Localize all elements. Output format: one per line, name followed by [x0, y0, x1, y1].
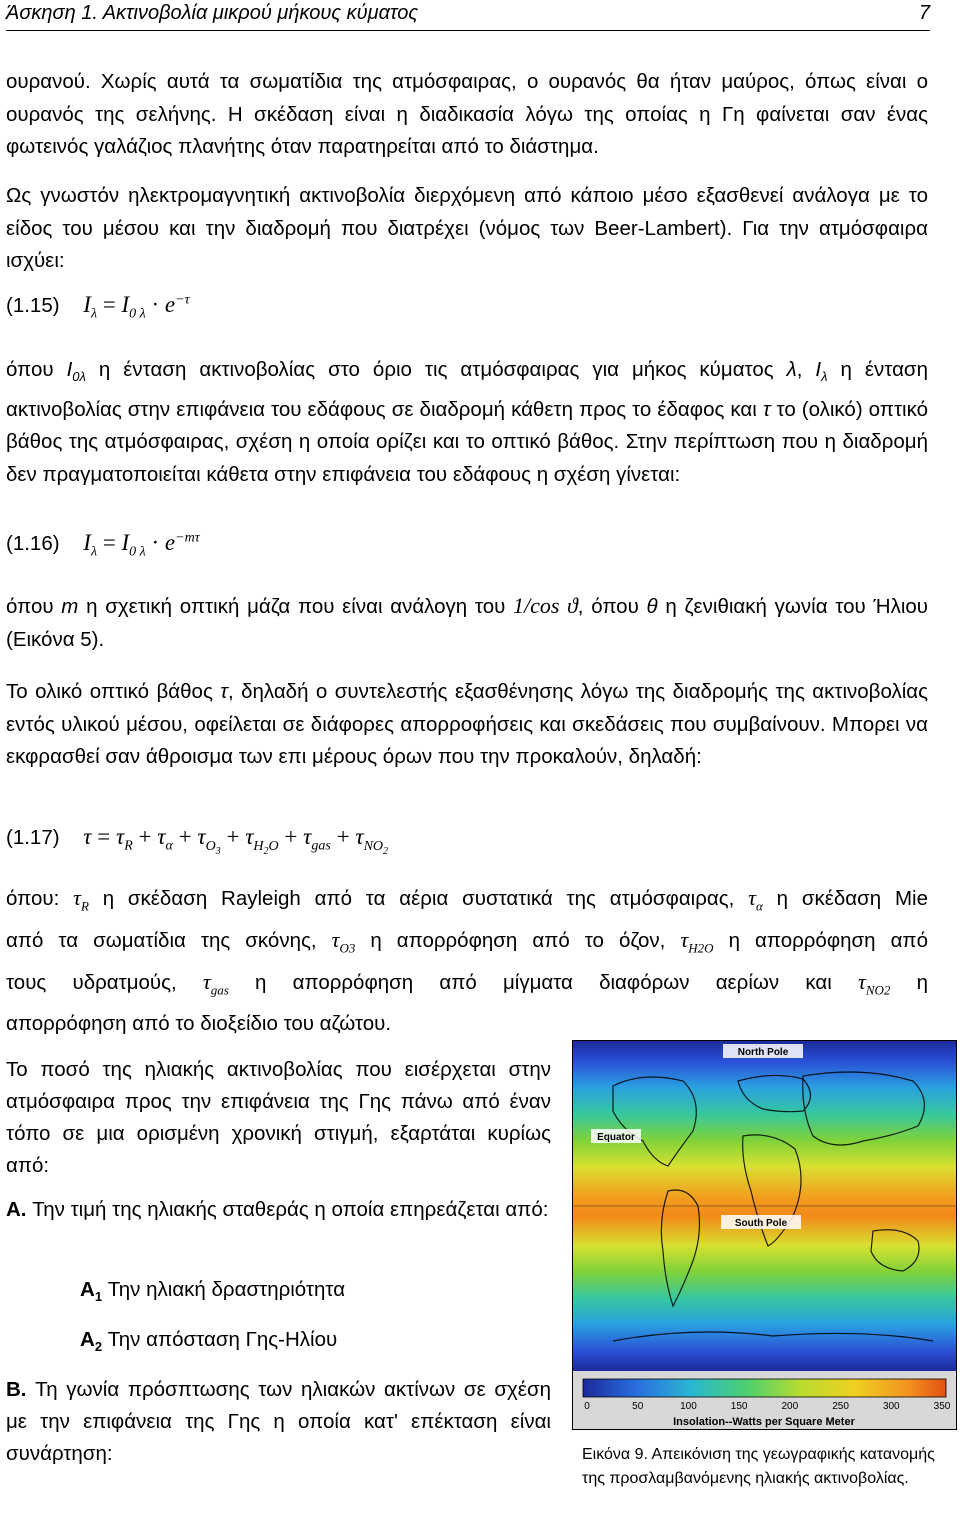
- paragraph-B: B. Τη γωνία πρόσπτωσης των ηλιακών ακτίνων σε σχέση με την επιφάνεια της Γης η οποία κατ' επέκταση είναι συνάρτηση:: [6, 1378, 551, 1465]
- equation-label: (1.17): [6, 826, 60, 849]
- paragraph-7: Το ποσό της ηλιακής ακτινοβολίας που εισέρχεται στην ατμόσφαιρα προς την επιφάνεια της Γης πάνω από έναν τόπο σε μια ορισμένη χρονική στιγμή, εξαρτάται κυρίως από:: [6, 1058, 551, 1177]
- insolation-color-scale: [583, 1379, 946, 1397]
- equation-label: (1.15): [6, 294, 60, 317]
- insolation-map-image: [573, 1041, 956, 1429]
- equation-1-15: (1.15) $I_\lambda = I_{0 \lambda} \cdot e^{-\tau}$: [6, 292, 190, 322]
- scale-tick-label: 350: [933, 1401, 951, 1412]
- paragraph-2: Ως γνωστόν ηλεκτρομαγνητική ακτινοβολία διερχόμενη από κάποιο μέσο εξασθενεί ανάλογα με το είδος του μέσου και την διαδρομή που διατρέχει (νόμος των Beer-Lambert). Για την ατμόσφαιρα ισχύει:: [6, 184, 928, 272]
- scale-tick-label: 0: [584, 1401, 590, 1412]
- header-title: Άσκηση 1. Ακτινοβολία μικρού μήκους κύματος: [6, 2, 419, 24]
- scale-tick-label: 300: [882, 1401, 900, 1412]
- south-pole-label: South Pole: [734, 1218, 788, 1229]
- equation-1-17: (1.17) $\tau = \tau_R + \tau_\alpha + \tau_{O_3} + \tau_{H_2O} + \tau_{gas} + \tau_{NO_2}$: [6, 824, 389, 857]
- paragraph-4: όπου m η σχετική οπτική μάζα που είναι ανάλογη του 1/cos ϑ, όπου θ η ζενιθιακή γωνία του Ήλιου (Εικόνα 5).: [6, 593, 929, 651]
- equation-1-16: (1.16) $I_\lambda = I_{0 \lambda} \cdot e^{-m\tau}$: [6, 530, 200, 560]
- insolation-map-figure: [572, 1040, 957, 1430]
- paragraph-A: A. Την τιμή της ηλιακής σταθεράς η οποία επηρεάζεται από:: [6, 1198, 549, 1221]
- scale-tick-label: 100: [680, 1401, 697, 1412]
- page-number: 7: [918, 2, 930, 24]
- equator-label: Equator: [597, 1132, 635, 1143]
- figure-caption: Εικόνα 9. Απεικόνιση της γεωγραφικής κατανομής της προσλαμβανόμενης ηλιακής ακτινοβολίας.: [582, 1446, 935, 1487]
- paragraph-A1: $A_1$ Την ηλιακή δραστηριότητα: [80, 1278, 346, 1305]
- paragraph-6-line-1: όπου: $\tau_R$ η σκέδαση Rayleigh από τα αέρια συστατικά της ατμόσφαιρας, $\tau_\alpha$ η σκέδαση Mie: [6, 885, 928, 914]
- paragraph-3: όπου $I_{0\lambda}$ η ένταση ακτινοβολίας στο όριο τις ατμόσφαιρας για μήκος κύματος λ, $I_\lambda$ η ένταση ακτινοβολίας στην επιφάνεια του εδάφους σε διαδρομή κάθετη προς το έδαφος και τ το (ολικό) οπτικό βάθος της ατμόσφαιρας, σχέση η οποία ορίζει και το οπτικό βάθος. Στην περίπτωση που η διαδρομή δεν πραγματοποιείται κάθετα στην επιφάνεια του εδάφους η σχέση γίνεται:: [6, 358, 928, 486]
- scale-tick-label: 150: [730, 1401, 748, 1412]
- scale-tick-label: 250: [832, 1401, 849, 1412]
- scale-tick-label: 50: [632, 1401, 644, 1412]
- page-header: [6, 2, 930, 31]
- scale-title: Insolation--Watts per Square Meter: [673, 1416, 855, 1428]
- scale-tick-label: 200: [781, 1401, 799, 1412]
- paragraph-6-line-2: από τα σωματίδια της σκόνης, $\tau_{O3}$ η απορρόφηση από το όζον, $\tau_{H2O}$ η απορρόφηση από: [6, 927, 928, 956]
- equation-label: (1.16): [6, 532, 60, 555]
- north-pole-label: North Pole: [737, 1047, 789, 1058]
- paragraph-6-line-3: τους υδρατμούς, $\tau_{gas}$ η απορρόφηση από μίγματα διαφόρων αερίων και $\tau_{NO2}$ η: [6, 969, 928, 998]
- paragraph-6-line-4: απορρόφηση από το διοξείδιο του αζώτου.: [6, 1012, 392, 1035]
- paragraph-1: ουρανού. Χωρίς αυτά τα σωματίδια της ατμόσφαιρας, ο ουρανός θα ήταν μαύρος, όπως είναι ο ουρανός της σελήνης. Η σκέδαση είναι η διαδικασία λόγω της οποίας η Γη φαίνεται σαν ένας φωτεινός γαλάζιος πλανήτης όταν παρατηρείται από το διάστημα.: [6, 70, 928, 158]
- paragraph-A2: $A_2$ Την απόσταση Γης-Ηλίου: [80, 1328, 338, 1355]
- paragraph-5: Το ολικό οπτικό βάθος τ, δηλαδή ο συντελεστής εξασθένησης λόγω της διαδρομής της ακτινοβολίας εντός υλικού μέσου, οφείλεται σε διάφορες απορροφήσεις και σκεδάσεις που συμβαίνουν. Μπορει να εκφρασθεί σαν άθροισμα των επι μέρους όρων που την προκαλούν, δηλαδή:: [6, 680, 928, 768]
